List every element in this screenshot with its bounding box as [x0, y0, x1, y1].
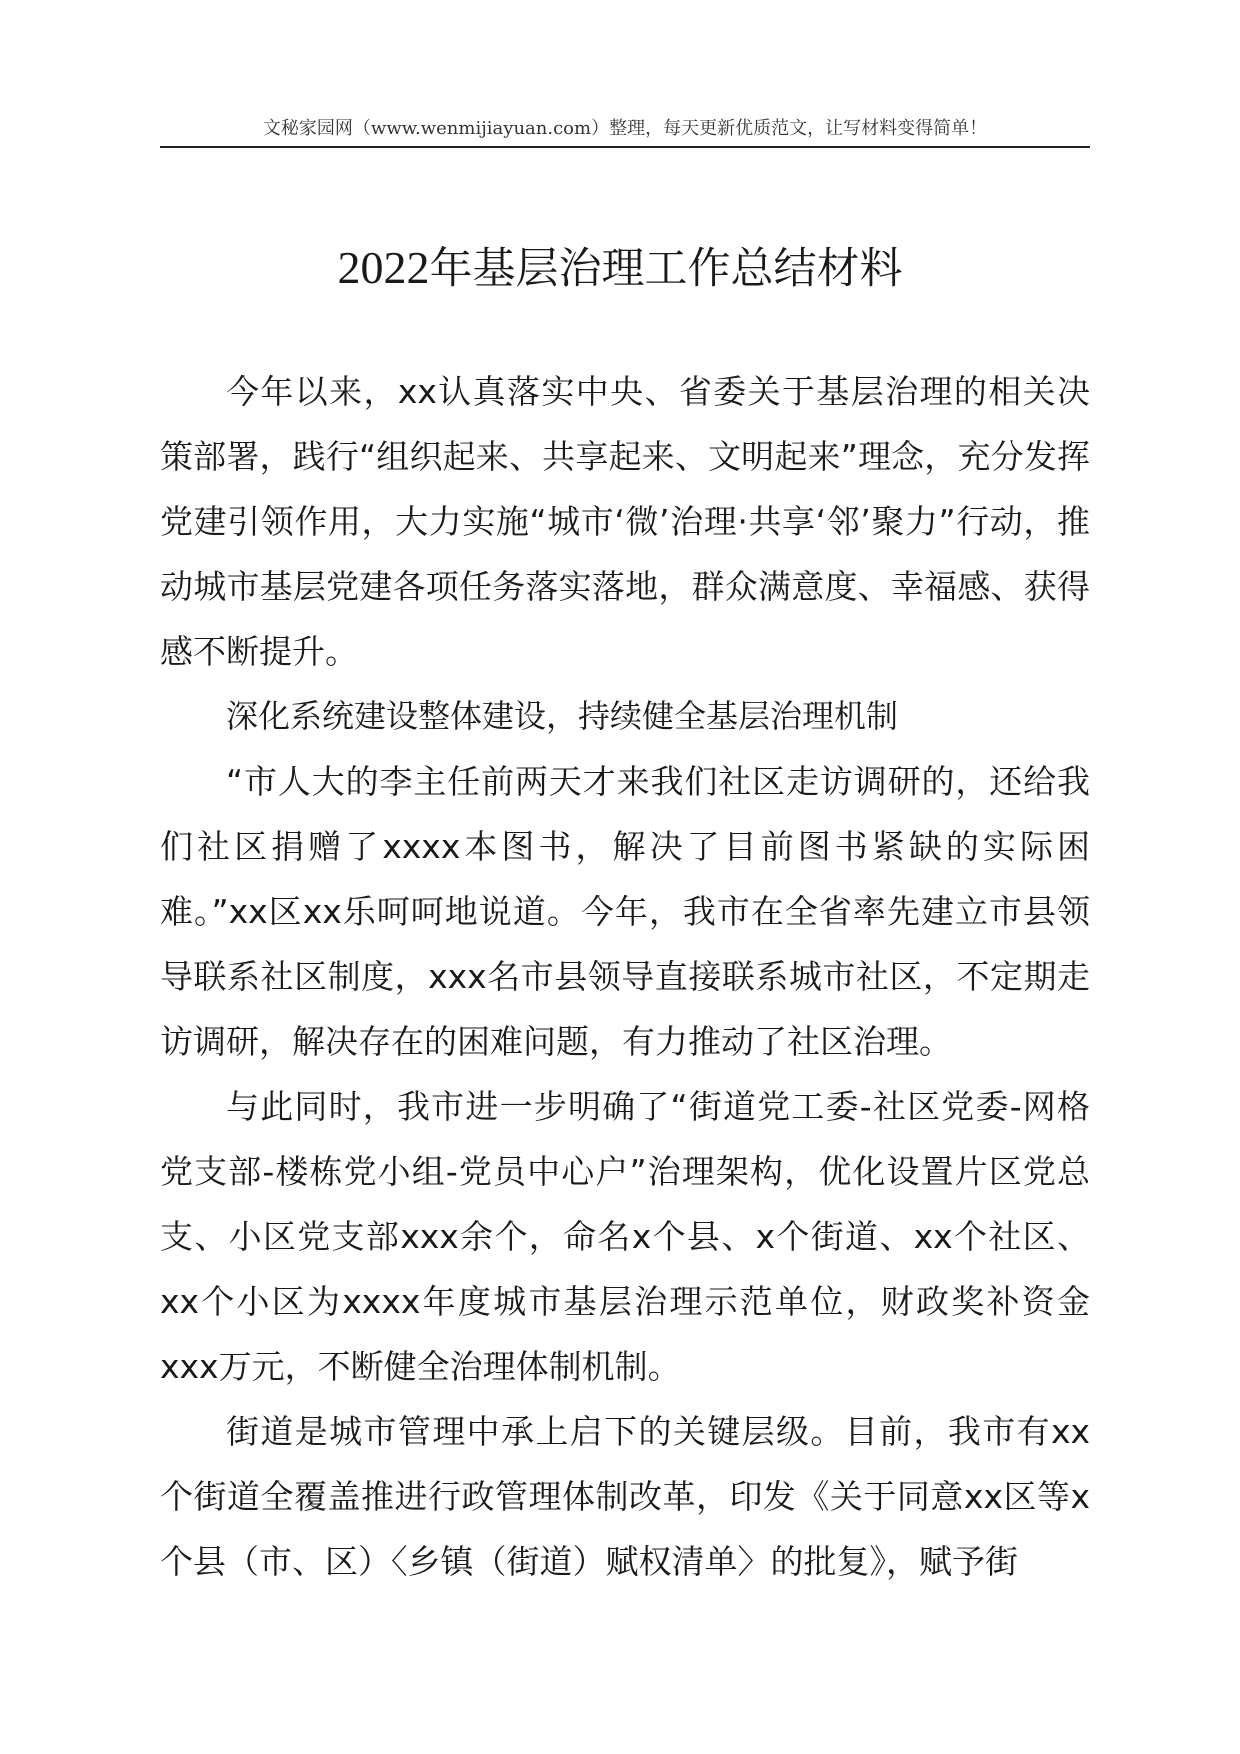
document-body: [160, 359, 1090, 1594]
paragraph: 与此同时，我市进一步明确了“街道党工委-社区党委-网格党支部-楼栋党小组-党员中心户”治理架构，优化设置片区党总支、小区党支部xxx余个，命名x个县、x个街道、xx个社区、xx个小区为xxxx年度城市基层治理示范单位，财政奖补资金xxx万元，不断健全治理体制机制。: [160, 1087, 1090, 1386]
paragraph: 街道是城市管理中承上启下的关键层级。目前，我市有xx个街道全覆盖推进行政管理体制改革，印发《关于同意xx区等x个县（市、区）〈乡镇（街道）赋权清单〉的批复》，赋予街: [160, 1412, 1090, 1581]
header-divider: [160, 146, 1090, 148]
paragraph: “市人大的李主任前两天才来我们社区走访调研的，还给我们社区捐赠了xxxx本图书，解决了目前图书紧缺的实际困难。”xx区xx乐呵呵地说道。今年，我市在全省率先建立市县领导联系社区制度，xxx名市县领导直接联系城市社区，不定期走访调研，解决存在的困难问题，有力推动了社区治理。: [160, 762, 1090, 1061]
title-text: 年基层治理工作总结材料: [429, 244, 903, 294]
paragraph: 今年以来，xx认真落实中央、省委关于基层治理的相关决策部署，践行“组织起来、共享起来、文明起来”理念，充分发挥党建引领作用，大力实施“城市‘微’治理·共享‘邻’聚力”行动，推动城市基层党建各项任务落实落地，群众满意度、幸福感、获得感不断提升。: [160, 372, 1090, 671]
page-header: 文秘家园网（www.wenmijiayuan.com）整理，每天更新优质范文，让写材料变得简单！: [262, 118, 988, 139]
title-year: 2022: [337, 242, 430, 293]
document-title: [0, 235, 1240, 296]
section-heading: 深化系统建设整体建设，持续健全基层治理机制: [226, 697, 899, 735]
